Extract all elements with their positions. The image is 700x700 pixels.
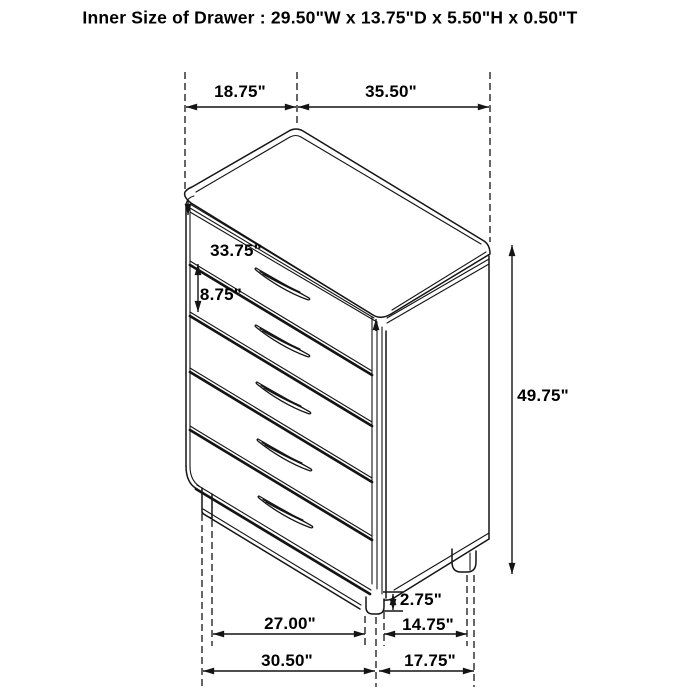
chest-body	[185, 129, 490, 614]
dim-label-overall-front-width: 30.50"	[261, 651, 313, 670]
dim-label-drawer-height: 8.75"	[199, 285, 243, 304]
drawer-handle-icon	[256, 382, 311, 414]
dim-label-overall-height: 49.75"	[517, 386, 569, 405]
dim-label-top-depth: 18.75"	[214, 82, 266, 101]
dimension-lines	[186, 107, 512, 671]
drawer-handle-icon	[255, 325, 310, 357]
dim-label-base-side-depth: 14.75"	[402, 615, 454, 634]
dim-label-front-width: 33.75"	[210, 241, 262, 260]
drawer-dividers	[190, 261, 372, 594]
dim-label-top-width: 35.50"	[365, 82, 417, 101]
diagram-title: Inner Size of Drawer : 29.50"W x 13.75"D x 5.50"H x 0.50"T	[82, 7, 578, 28]
drawer-handle-icon	[257, 439, 312, 471]
side-panel	[384, 256, 489, 600]
dim-label-foot-height: 2.75"	[399, 590, 443, 609]
dim-label-overall-side-depth: 17.75"	[404, 651, 456, 670]
dim-label-base-front-width: 27.00"	[264, 614, 316, 633]
drawer-handle-icon	[255, 268, 310, 300]
